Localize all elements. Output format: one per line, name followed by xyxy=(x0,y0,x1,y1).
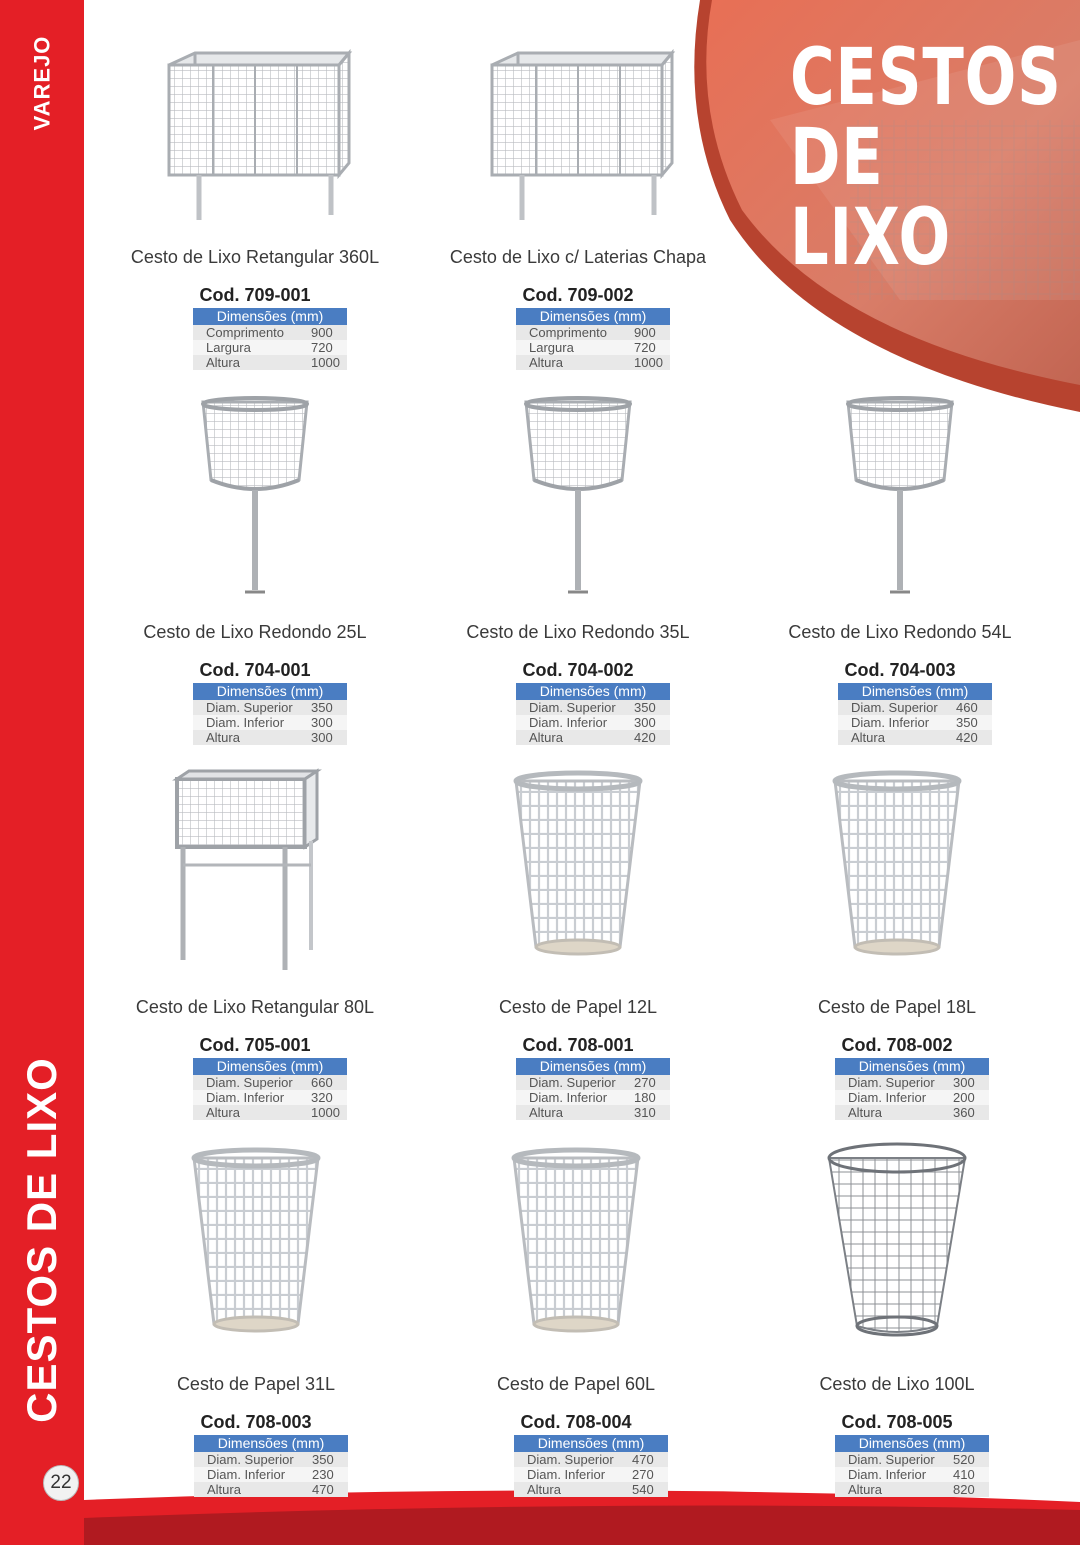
dimensions-table xyxy=(194,1435,348,1497)
dimension-row: Diam. Inferior 320 xyxy=(193,1090,347,1105)
title-line-2: DE LIXO xyxy=(790,113,951,283)
dimension-row: Diam. Inferior 270 xyxy=(514,1467,668,1482)
page-number: 22 xyxy=(43,1465,79,1501)
product-card xyxy=(95,390,415,760)
product-code: Cod. 709-001 xyxy=(199,285,311,305)
product-photo xyxy=(95,15,415,235)
dimension-row: Largura 720 xyxy=(193,340,347,355)
product-name: Cesto de Lixo Retangular 360L xyxy=(130,247,380,267)
product-code: Cod. 709-002 xyxy=(522,285,634,305)
dimensions-table xyxy=(835,1058,989,1120)
dimension-row: Altura 540 xyxy=(514,1482,668,1497)
dimension-row: Diam. Superior 520 xyxy=(835,1452,989,1467)
product-photo xyxy=(737,1142,1057,1362)
dimensions-header: Dimensões (mm) xyxy=(514,1435,668,1452)
dimension-row: Diam. Superior 470 xyxy=(514,1452,668,1467)
product-name: Cesto de Lixo Redondo 54L xyxy=(788,622,1012,642)
dimensions-header: Dimensões (mm) xyxy=(835,1058,989,1075)
product-card xyxy=(740,390,1060,760)
product-card xyxy=(96,1142,416,1512)
dimensions-header: Dimensões (mm) xyxy=(838,683,992,700)
dimension-row: Altura 360 xyxy=(835,1105,989,1120)
product-name: Cesto de Lixo 100L xyxy=(819,1374,975,1394)
product-code: Cod. 708-004 xyxy=(520,1412,632,1432)
dimensions-header: Dimensões (mm) xyxy=(193,308,347,325)
product-card xyxy=(418,15,738,385)
product-photo xyxy=(96,1142,416,1362)
product-card xyxy=(737,765,1057,1135)
dimension-row: Diam. Superior 350 xyxy=(194,1452,348,1467)
dimension-row: Altura 1000 xyxy=(193,1105,347,1120)
dimension-row: Diam. Inferior 230 xyxy=(194,1467,348,1482)
product-card xyxy=(737,1142,1057,1512)
product-card xyxy=(418,390,738,760)
product-photo xyxy=(95,765,415,985)
dimensions-header: Dimensões (mm) xyxy=(516,308,670,325)
product-photo xyxy=(95,390,415,610)
product-code: Cod. 705-001 xyxy=(199,1035,311,1055)
product-name: Cesto de Lixo c/ Laterias Chapa xyxy=(449,247,707,267)
dimensions-table xyxy=(193,308,347,370)
dimension-row: Altura 300 xyxy=(193,730,347,745)
product-card xyxy=(95,15,415,385)
dimension-row: Diam. Superior 350 xyxy=(516,700,670,715)
product-photo xyxy=(418,390,738,610)
dimensions-table xyxy=(514,1435,668,1497)
dimensions-table xyxy=(838,683,992,745)
product-code: Cod. 708-003 xyxy=(200,1412,312,1432)
product-code: Cod. 708-002 xyxy=(841,1035,953,1055)
section-label: VAREJO xyxy=(29,35,54,131)
product-code: Cod. 704-003 xyxy=(844,660,956,680)
dimensions-header: Dimensões (mm) xyxy=(516,1058,670,1075)
dimension-row: Altura 820 xyxy=(835,1482,989,1497)
dimensions-header: Dimensões (mm) xyxy=(516,683,670,700)
product-name: Cesto de Papel 18L xyxy=(817,997,977,1017)
product-code: Cod. 708-001 xyxy=(522,1035,634,1055)
product-photo xyxy=(418,15,738,235)
dimension-row: Comprimento 900 xyxy=(516,325,670,340)
dimension-row: Diam. Superior 270 xyxy=(516,1075,670,1090)
dimension-row: Altura 1000 xyxy=(516,355,670,370)
dimension-row: Diam. Inferior 200 xyxy=(835,1090,989,1105)
dimension-row: Diam. Inferior 300 xyxy=(516,715,670,730)
product-photo xyxy=(737,765,1057,985)
product-card xyxy=(95,765,415,1135)
product-code: Cod. 704-001 xyxy=(199,660,311,680)
page-title xyxy=(790,33,1062,283)
category-label: CESTOS DE LIXO xyxy=(18,1057,66,1423)
product-name: Cesto de Papel 31L xyxy=(176,1374,336,1394)
product-name: Cesto de Papel 12L xyxy=(498,997,658,1017)
product-card xyxy=(416,1142,736,1512)
product-photo xyxy=(740,390,1060,610)
dimensions-header: Dimensões (mm) xyxy=(194,1435,348,1452)
product-name: Cesto de Lixo Redondo 25L xyxy=(143,622,367,642)
dimensions-table xyxy=(835,1435,989,1497)
dimension-row: Diam. Inferior 410 xyxy=(835,1467,989,1482)
product-name: Cesto de Lixo Retangular 80L xyxy=(135,997,375,1017)
dimension-row: Altura 310 xyxy=(516,1105,670,1120)
dimension-row: Comprimento 900 xyxy=(193,325,347,340)
dimension-row: Altura 420 xyxy=(516,730,670,745)
dimensions-table xyxy=(193,1058,347,1120)
dimension-row: Altura 1000 xyxy=(193,355,347,370)
sidebar xyxy=(0,0,84,1545)
dimensions-table xyxy=(193,683,347,745)
dimension-row: Diam. Superior 460 xyxy=(838,700,992,715)
dimensions-header: Dimensões (mm) xyxy=(193,1058,347,1075)
dimensions-table xyxy=(516,1058,670,1120)
dimension-row: Diam. Superior 350 xyxy=(193,700,347,715)
product-photo xyxy=(418,765,738,985)
product-code: Cod. 704-002 xyxy=(522,660,634,680)
dimension-row: Diam. Inferior 300 xyxy=(193,715,347,730)
product-card xyxy=(418,765,738,1135)
dimensions-header: Dimensões (mm) xyxy=(193,683,347,700)
product-code: Cod. 708-005 xyxy=(841,1412,953,1432)
dimension-row: Diam. Inferior 350 xyxy=(838,715,992,730)
dimensions-table xyxy=(516,308,670,370)
dimension-row: Diam. Superior 300 xyxy=(835,1075,989,1090)
dimensions-table xyxy=(516,683,670,745)
dimension-row: Altura 470 xyxy=(194,1482,348,1497)
dimension-row: Altura 420 xyxy=(838,730,992,745)
title-line-1: CESTOS xyxy=(790,33,1062,123)
dimension-row: Diam. Inferior 180 xyxy=(516,1090,670,1105)
dimension-row: Largura 720 xyxy=(516,340,670,355)
product-photo xyxy=(416,1142,736,1362)
dimensions-header: Dimensões (mm) xyxy=(835,1435,989,1452)
product-name: Cesto de Lixo Redondo 35L xyxy=(466,622,690,642)
product-name: Cesto de Papel 60L xyxy=(496,1374,656,1394)
dimension-row: Diam. Superior 660 xyxy=(193,1075,347,1090)
